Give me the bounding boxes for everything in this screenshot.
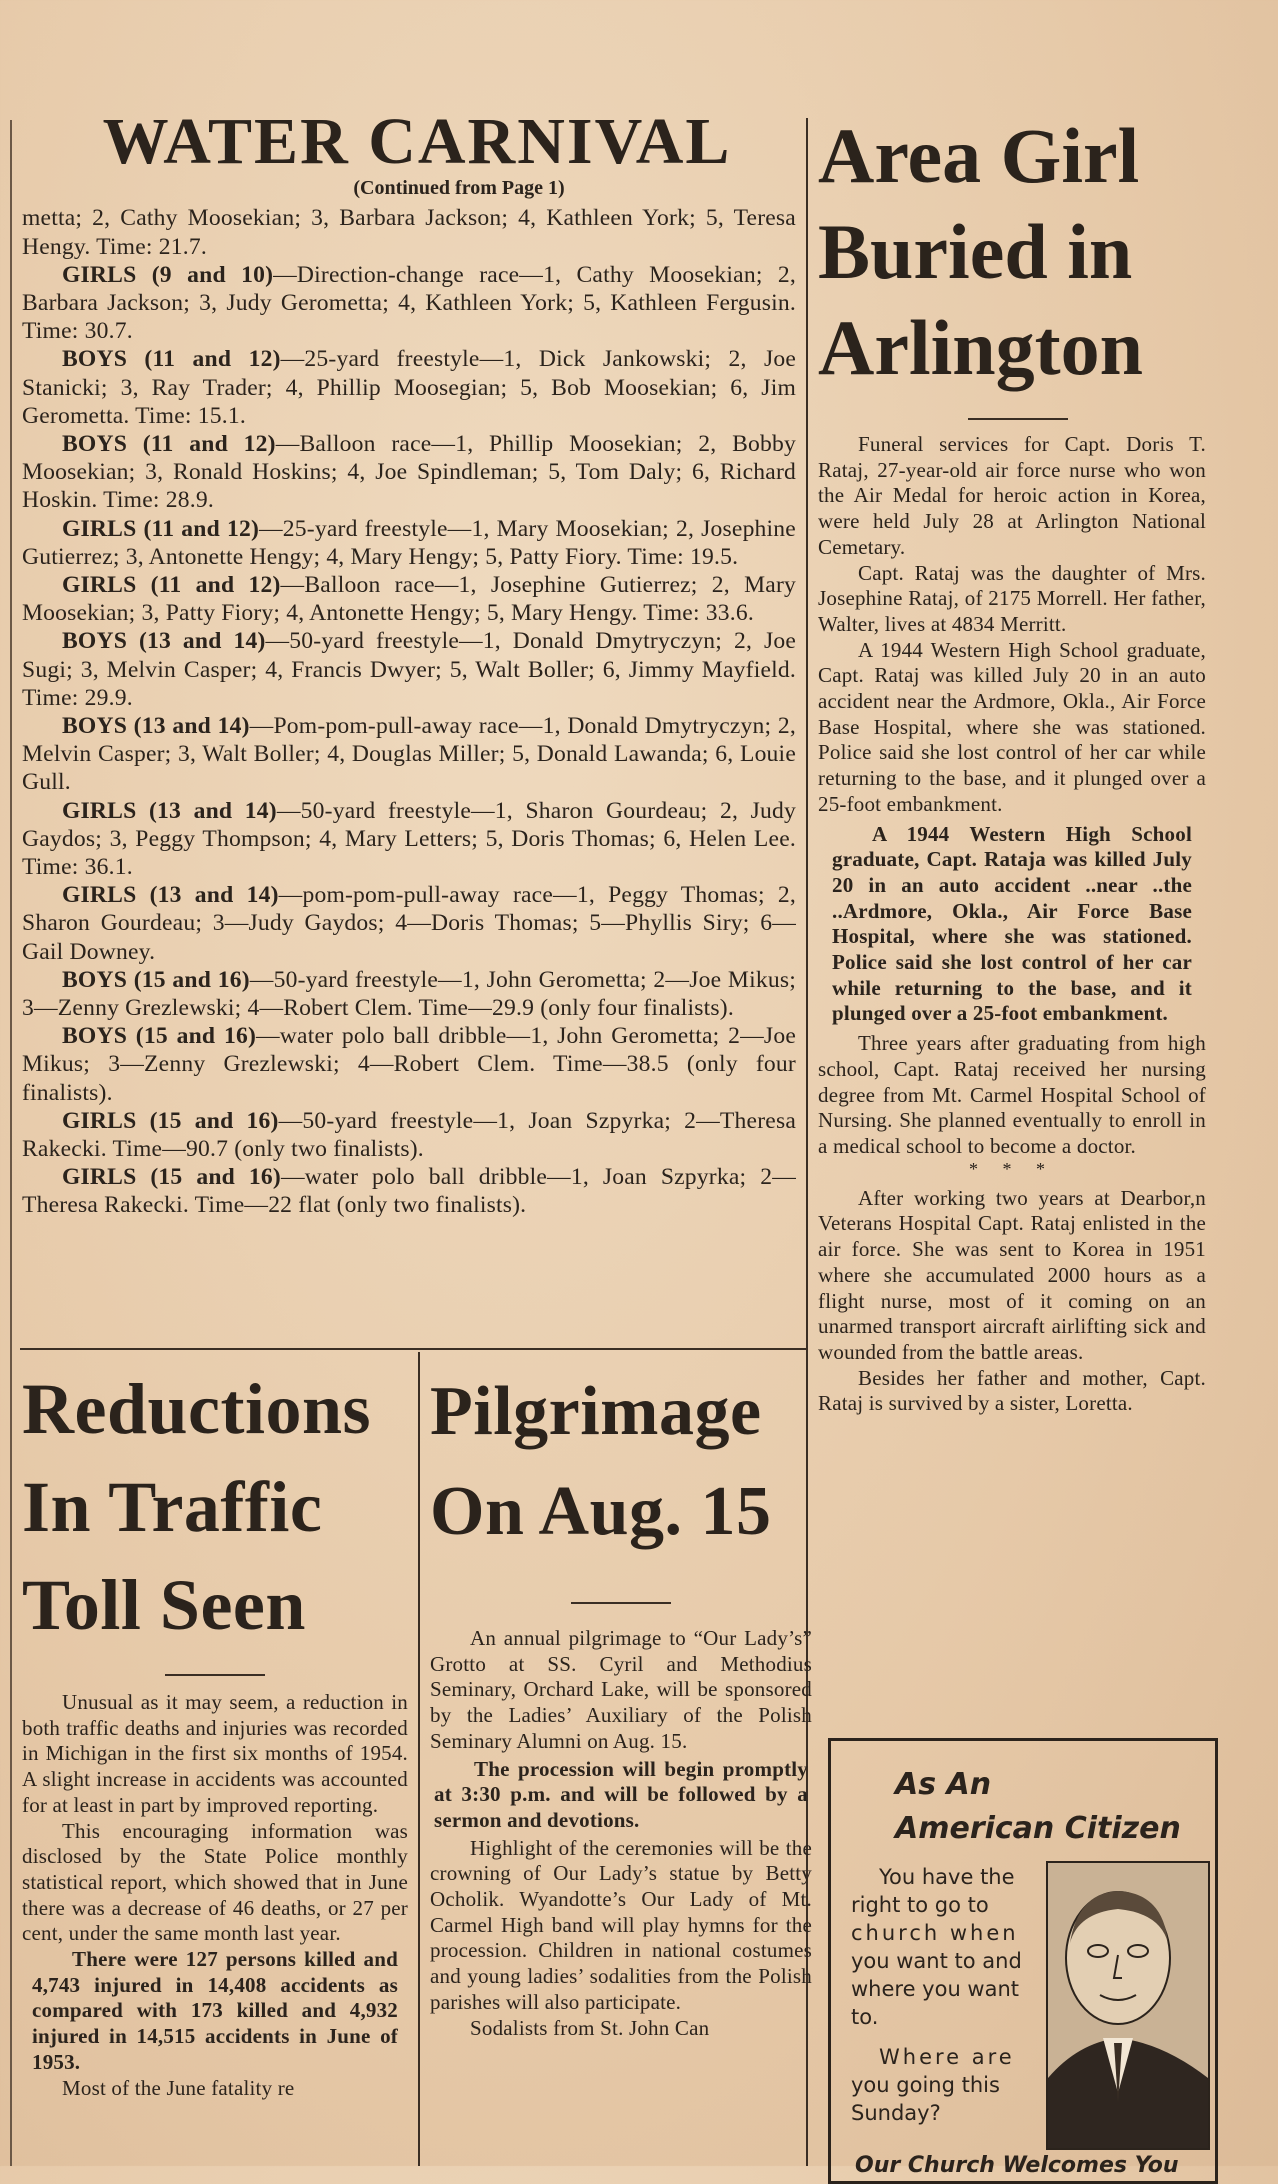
results-text: —50-yard freestyle—1, John Gerometta; 2—Joe Mikus; 3—Zenny Grezlewski; 4—Robert Clem. Time—29.9 (only four finalists). [22, 966, 796, 1021]
results-text: —Pom-pom-pull-away race—1, Donald Dmytryczyn; 2, Melvin Casper; 3, Walt Boller; 4, Douglas Miller; 5, Donald Lawanda; 6, Louie Gull. [22, 712, 796, 796]
results-text: —25-yard freestyle—1, Dick Jankowski; 2, Joe Stanicki; 3, Ray Trader; 4, Phillip Moosegian; 5, Bob Moosekian; 6, Jim Gerometta. Time: 15.1. [22, 346, 796, 429]
area-girl-paragraph-7: Besides her father and mother, Capt. Rataj is survived by a sister, Loretta. [818, 1365, 1206, 1416]
results-category: GIRLS (15 and 16) [62, 1107, 279, 1134]
results-paragraph [22, 571, 796, 627]
reductions-headline [22, 1360, 408, 1654]
results-paragraph [22, 204, 796, 260]
water-carnival-body [22, 204, 796, 1219]
results-category: BOYS (13 and 14) [62, 712, 250, 739]
area-girl-paragraph-1: Funeral services for Capt. Doris T. Rataj, 27-year-old air force nurse who won the Air Medal for heroic action in Korea, were held July 28 at Arlington National Cemetary. [818, 432, 1206, 559]
pilgrimage-paragraph-1: An annual pilgrimage to “Our Lady’s” Grotto at SS. Cyril and Methodius Seminary, Orchard Lake, will be sponsored by the Ladies’ Auxiliary of the Polish Seminary Alumni on Aug. 15. [430, 1626, 812, 1753]
man-portrait-photo [1046, 1861, 1210, 2150]
pilgrimage-body [430, 1626, 812, 2041]
results-text: —pom-pom-pull-away race—1, Peggy Thomas; 2, Sharon Gourdeau; 3—Judy Gaydos; 4—Doris Thomas; 5—Phyllis Siry; 6—Gail Downey. [22, 882, 797, 965]
area-girl-paragraph-5: Three years after graduating from high school, Capt. Rataj received her nursing degree from Mt. Carmel Hospital School of Nursing. She planned eventually to enroll in a medical school to become a doctor. [818, 1031, 1206, 1158]
results-paragraph [22, 261, 796, 346]
headline-divider [165, 1674, 265, 1676]
ad-line-5: where you want [851, 1977, 1020, 2001]
area-girl-article [818, 108, 1206, 1417]
area-girl-paragraph-6: After working two years at Dearbor,n Veterans Hospital Capt. Rataj enlisted in the air force. She was sent to Korea in 1951 where she accumulated 2000 hours as a flight nurse, most of it coming on an unarmed transport aircraft airlifting sick and wounded from the battle areas. [818, 1185, 1206, 1364]
continued-note: (Continued from Page 1) [353, 177, 565, 200]
results-category: GIRLS (11 and 12) [62, 571, 281, 598]
results-category: BOYS (11 and 12) [62, 346, 281, 373]
results-category: BOYS (15 and 16) [62, 966, 250, 993]
results-paragraph [22, 712, 796, 797]
ad-title [895, 1763, 1181, 1851]
pilgrimage-headline [430, 1362, 812, 1562]
area-girl-headline [818, 108, 1206, 396]
results-text: —50-yard freestyle—1, Joan Szpyrka; 2—Theresa Rakecki. Time—90.7 (only two finalists). [22, 1107, 796, 1163]
results-category: BOYS (13 and 14) [62, 628, 266, 655]
reductions-article [22, 1360, 408, 2101]
ad-line-7: Where are [879, 2045, 1015, 2069]
results-text: —50-yard freestyle—1, Donald Dmytryczyn; 2, Joe Sugi; 3, Melvin Casper; 4, Francis Dwyer; 5, Walt Boller; 6, Jimmy Mayfield. Time: 29.9. [22, 628, 796, 711]
ad-line-1: You have the [879, 1865, 1015, 1889]
ad-line-6: to. [851, 2005, 879, 2029]
results-category: GIRLS (13 and 14) [62, 882, 279, 909]
reductions-headline-line1: Reductions [22, 1369, 372, 1449]
water-carnival-headline: WATER CARNIVAL [102, 105, 732, 178]
results-paragraph [22, 797, 796, 882]
reductions-paragraph-2: This encouraging information was disclosed by the State Police monthly statistical report, which showed that in June there was a decrease of 46 deaths, or 27 per cent, under the same month last year. [22, 1818, 408, 1946]
results-text: metta; 2, Cathy Moosekian; 3, Barbara Jackson; 4, Kathleen York; 5, Teresa Hengy. Time: 21.7. [22, 205, 796, 260]
area-girl-headline-line1: Area Girl [818, 112, 1140, 199]
church-ad [828, 1738, 1218, 2184]
results-paragraph [22, 515, 796, 571]
reductions-paragraph-1: Unusual as it may seem, a reduction in both traffic deaths and injuries was recorded in Michigan in the first six months of 1954. A slight increase in accidents was accounted for at least in part by improved reporting. [22, 1690, 408, 1817]
results-paragraph [22, 966, 796, 1022]
ad-title-line2: American Citizen [895, 1811, 1181, 1846]
area-girl-paragraph-2: Capt. Rataj was the daughter of Mrs. Josephine Rataj, of 2175 Morrell. Her father, Walter, lives at 4834 Merritt. [818, 560, 1206, 636]
reductions-paragraph-4: Most of the June fatality re [62, 2075, 295, 2100]
headline-divider [571, 1602, 671, 1604]
results-category: GIRLS (13 and 14) [62, 797, 277, 824]
area-girl-body [818, 432, 1206, 1417]
ad-line-2: right to go to [851, 1893, 989, 1917]
reductions-headline-line2: In Traffic [22, 1467, 323, 1547]
portrait-illustration [1048, 1863, 1208, 2148]
headline-divider [968, 418, 1068, 420]
results-paragraph [22, 1107, 796, 1163]
results-text: —Balloon race—1, Josephine Gutierrez; 2, Mary Moosekian; 3, Patty Fiory; 4, Antonette Hengy; 5, Mary Hengy. Time: 33.6. [22, 571, 797, 627]
ad-line-4: you want to and [851, 1949, 1022, 1973]
ad-text [851, 1863, 1066, 2127]
water-carnival-article [22, 105, 797, 1220]
pilgrimage-headline-line1: Pilgrimage [430, 1373, 762, 1450]
results-category: BOYS (11 and 12) [62, 430, 276, 457]
pilgrimage-paragraph-4: Sodalists from St. John Can [470, 2015, 710, 2040]
results-text: —50-yard freestyle—1, Sharon Gourdeau; 2, Judy Gaydos; 3, Peggy Thompson; 4, Mary Letters; 5, Doris Thomas; 6, Helen Lee. Time: 36.1. [22, 797, 797, 880]
pilgrimage-article [430, 1362, 812, 2041]
area-girl-paragraph-3: A 1944 Western High School graduate, Capt. Rataj was killed July 20 in an auto accident near the Ardmore, Okla., Air Force Base Hospital, where she was stationed. Police said she lost control of her car while returning to the base, and it plunged over a 25-foot embankment. [818, 637, 1206, 816]
reductions-paragraph-3: There were 127 persons killed and 4,743 injured in 14,408 accidents as compared with 173 killed and 4,932 injured in 14,515 accidents in June of 1953. [32, 1947, 398, 2074]
ad-line-9: Sunday? [851, 2101, 941, 2125]
ad-line-8: you going this [851, 2073, 1000, 2097]
results-text: —water polo ball dribble—1, John Gerometta; 2—Joe Mikus; 3—Zenny Grezlewski; 4—Robert Clem. Time—38.5 (only four finalists). [22, 1023, 796, 1106]
section-stars: * * * [969, 1158, 1055, 1179]
pilgrimage-paragraph-2: The procession will begin promptly at 3:30 p.m. and will be followed by a sermon and devotions. [434, 1756, 808, 1832]
ad-footer: Our Church Welcomes You [855, 2153, 1179, 2178]
area-girl-paragraph-4: A 1944 Western High School graduate, Capt. Rataja was killed July 20 in an auto accident ..near ..the ..Ardmore, Okla., Air Force Base Hospital, where she was stationed. Police said she lost control of her car while returning to the base, and it plunged over a 25-foot embankment. [832, 821, 1192, 1026]
results-text: —water polo ball dribble—1, Joan Szpyrka; 2—Theresa Rakecki. Time—22 flat (only two finalists). [22, 1164, 796, 1219]
results-category: GIRLS (15 and 16) [62, 1164, 281, 1191]
area-girl-headline-line3: Arlington [818, 304, 1144, 391]
pilgrimage-headline-line2: On Aug. 15 [430, 1473, 772, 1550]
reductions-body [22, 1690, 408, 2101]
column-rule-lower [418, 1352, 420, 2166]
results-paragraph [22, 881, 796, 966]
results-text: —Balloon race—1, Phillip Moosekian; 2, Bobby Moosekian; 3, Ronald Hoskins; 4, Joe Spindleman; 5, Tom Daly; 6, Richard Hoskin. Time: 28.9. [22, 430, 796, 514]
results-text: —25-yard freestyle—1, Mary Moosekian; 2, Josephine Gutierrez; 3, Antonette Hengy; 4, Mary Hengy; 5, Patty Fiory. Time: 19.5. [22, 515, 796, 570]
results-paragraph [22, 345, 796, 430]
results-paragraph [22, 627, 796, 712]
results-category: GIRLS (9 and 10) [62, 261, 274, 288]
results-category: GIRLS (11 and 12) [62, 515, 260, 542]
results-category: BOYS (15 and 16) [62, 1023, 256, 1050]
area-girl-headline-line2: Buried in [818, 208, 1133, 295]
results-text: —Direction-change race—1, Cathy Moosekian; 2, Barbara Jackson; 3, Judy Gerometta; 4, Kathleen York; 5, Kathleen Fergusin. Time: 30.7. [22, 261, 796, 345]
results-paragraph [22, 1022, 796, 1107]
column-rule-left [10, 120, 12, 2166]
results-paragraph [22, 1163, 796, 1219]
pilgrimage-paragraph-3: Highlight of the ceremonies will be the crowning of Our Lady’s statue by Betty Ocholik. Wyandotte’s Our Lady of Mt. Carmel High band will play hymns for the procession. Children in national costumes and young ladies’ sodalities from the Polish parishes will also participate. [430, 1835, 812, 2014]
results-paragraph [22, 430, 796, 515]
section-rule-top [20, 1348, 806, 1350]
reductions-headline-line3: Toll Seen [22, 1565, 306, 1645]
ad-title-line1: As An [895, 1767, 992, 1802]
ad-line-3: church when [851, 1921, 1019, 1945]
